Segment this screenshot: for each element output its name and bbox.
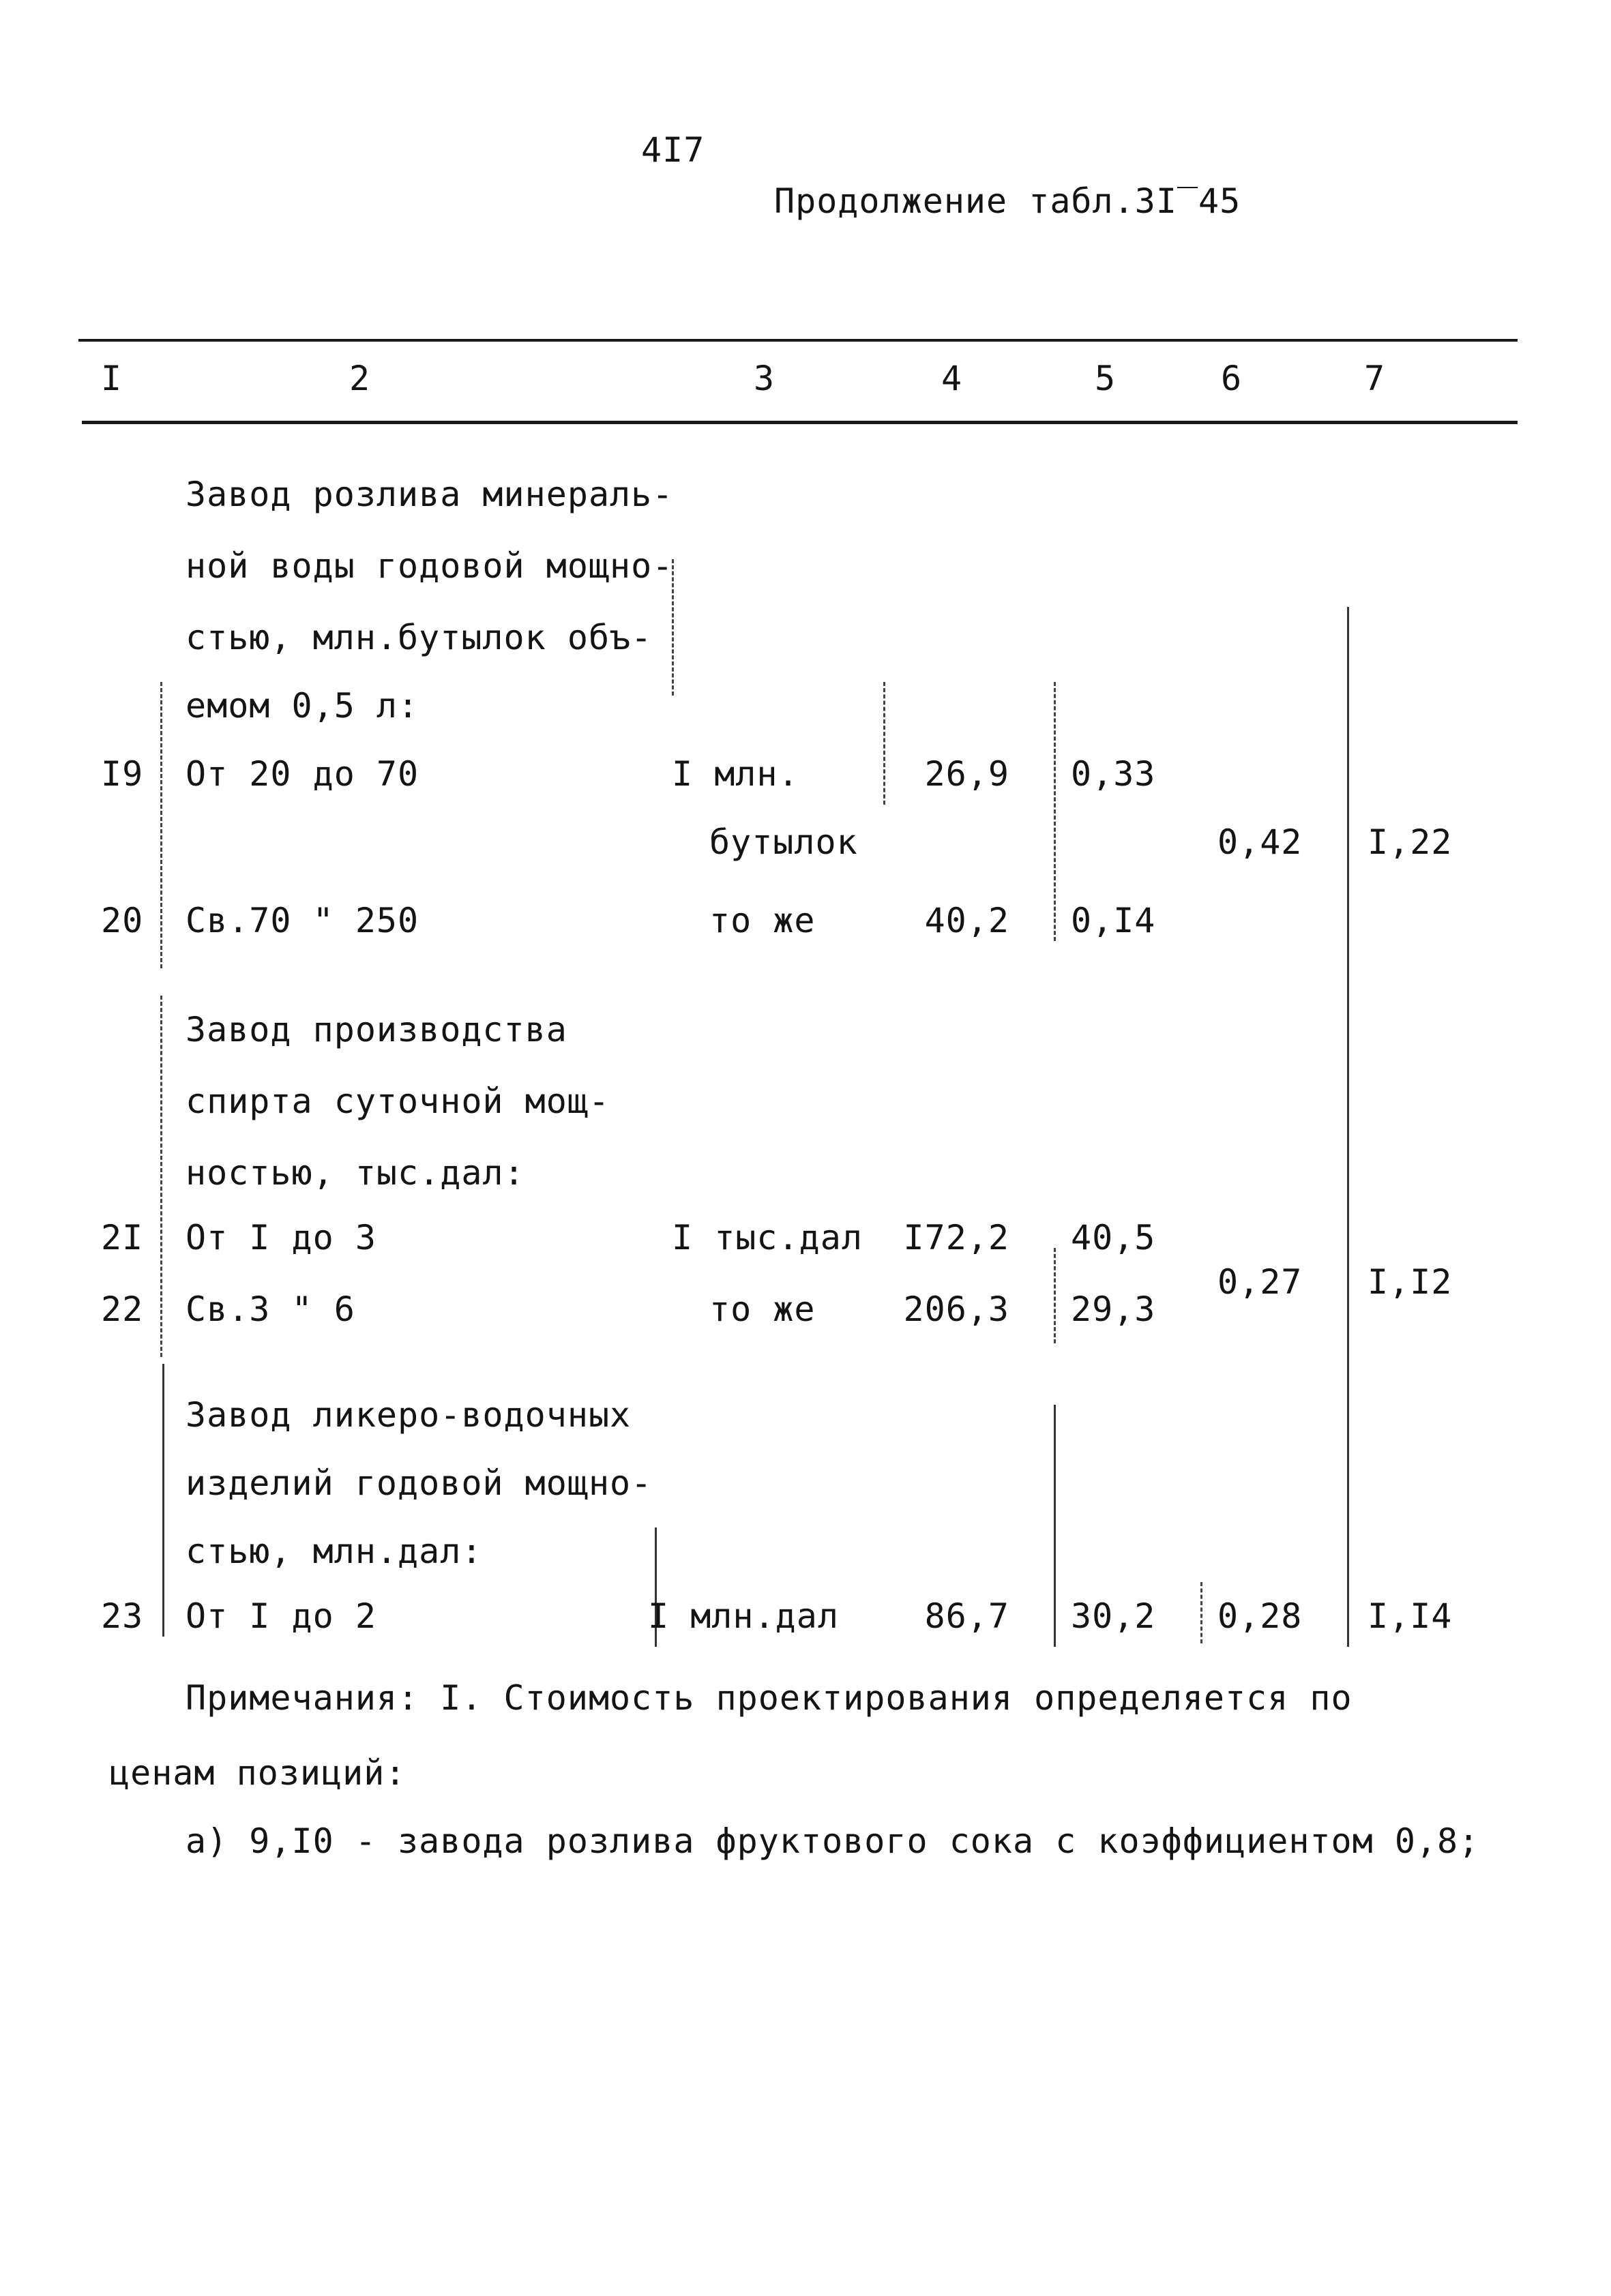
table-continuation-caption: Продолжение табл.3I‾45 xyxy=(774,181,1241,221)
row-col4: 206,3 xyxy=(903,1289,1009,1329)
column-header-4: 4 xyxy=(941,359,963,398)
row-col7: I,I4 xyxy=(1368,1596,1453,1636)
row-col4: I72,2 xyxy=(903,1218,1009,1257)
row-unit: I млн.дал xyxy=(648,1596,839,1636)
column-separator xyxy=(1054,1405,1056,1647)
row-number: 20 xyxy=(101,901,144,940)
row-number: 23 xyxy=(101,1596,144,1636)
column-separator xyxy=(162,1364,164,1637)
group-title-line: спирта суточной мощ- xyxy=(186,1082,610,1121)
row-name: Св.3 " 6 xyxy=(186,1289,355,1329)
row-number: I9 xyxy=(101,754,144,794)
row-name: Св.70 " 250 xyxy=(186,901,419,940)
row-unit: I млн. xyxy=(672,754,799,794)
notes-line: Примечания: I. Стоимость проектирования определяется по xyxy=(186,1678,1353,1718)
column-header-7: 7 xyxy=(1364,359,1386,398)
group-title-line: изделий годовой мощно- xyxy=(186,1463,653,1503)
group-title-line: Завод розлива минераль- xyxy=(186,475,674,514)
column-separator xyxy=(883,682,885,805)
column-header-5: 5 xyxy=(1095,359,1117,398)
group-col7: I,I2 xyxy=(1368,1262,1453,1302)
group-col7: I,22 xyxy=(1368,822,1453,862)
column-separator xyxy=(1054,1248,1056,1343)
row-col5: 30,2 xyxy=(1071,1596,1156,1636)
header-top-rule xyxy=(78,339,1518,342)
row-col5: 40,5 xyxy=(1071,1218,1156,1257)
column-header-1: I xyxy=(101,359,123,398)
row-unit: I тыс.дал xyxy=(672,1218,863,1257)
row-col4: 86,7 xyxy=(924,1596,1009,1636)
notes-line: ценам позиций: xyxy=(109,1753,407,1793)
group-title-line: стью, млн.дал: xyxy=(186,1532,483,1571)
notes-line: а) 9,I0 - завода розлива фруктового сока с коэффициентом 0,8; xyxy=(186,1821,1480,1861)
row-col4: 26,9 xyxy=(924,754,1009,794)
row-unit: то же xyxy=(709,901,816,940)
column-separator xyxy=(1347,607,1349,1647)
row-name: От I до 2 xyxy=(186,1596,376,1636)
group-title-line: стью, млн.бутылок объ- xyxy=(186,618,653,657)
column-separator xyxy=(160,996,162,1357)
column-separator xyxy=(1200,1582,1202,1643)
row-col5: 0,I4 xyxy=(1071,901,1156,940)
row-name: От 20 до 70 xyxy=(186,754,419,794)
header-bottom-rule xyxy=(82,421,1518,424)
row-col4: 40,2 xyxy=(924,901,1009,940)
row-col5: 29,3 xyxy=(1071,1289,1156,1329)
column-separator xyxy=(1054,682,1056,941)
row-col6: 0,28 xyxy=(1217,1596,1303,1636)
group-title-line: емом 0,5 л: xyxy=(186,686,419,726)
row-unit-continued: бутылок xyxy=(709,822,858,862)
group-title-line: Завод ликеро-водочных xyxy=(186,1395,632,1435)
group-title-line: ной воды годовой мощно- xyxy=(186,546,674,586)
column-separator xyxy=(160,682,162,968)
group-col6: 0,27 xyxy=(1217,1262,1303,1302)
row-number: 22 xyxy=(101,1289,144,1329)
group-title-line: ностью, тыс.дал: xyxy=(186,1153,525,1193)
page-number: 4I7 xyxy=(641,130,705,170)
group-title-line: Завод производства xyxy=(186,1010,567,1049)
row-name: От I до 3 xyxy=(186,1218,376,1257)
group-col6: 0,42 xyxy=(1217,822,1303,862)
column-header-2: 2 xyxy=(349,359,371,398)
row-unit: то же xyxy=(709,1289,816,1329)
column-header-6: 6 xyxy=(1221,359,1243,398)
column-header-3: 3 xyxy=(754,359,775,398)
row-number: 2I xyxy=(101,1218,144,1257)
row-col5: 0,33 xyxy=(1071,754,1156,794)
